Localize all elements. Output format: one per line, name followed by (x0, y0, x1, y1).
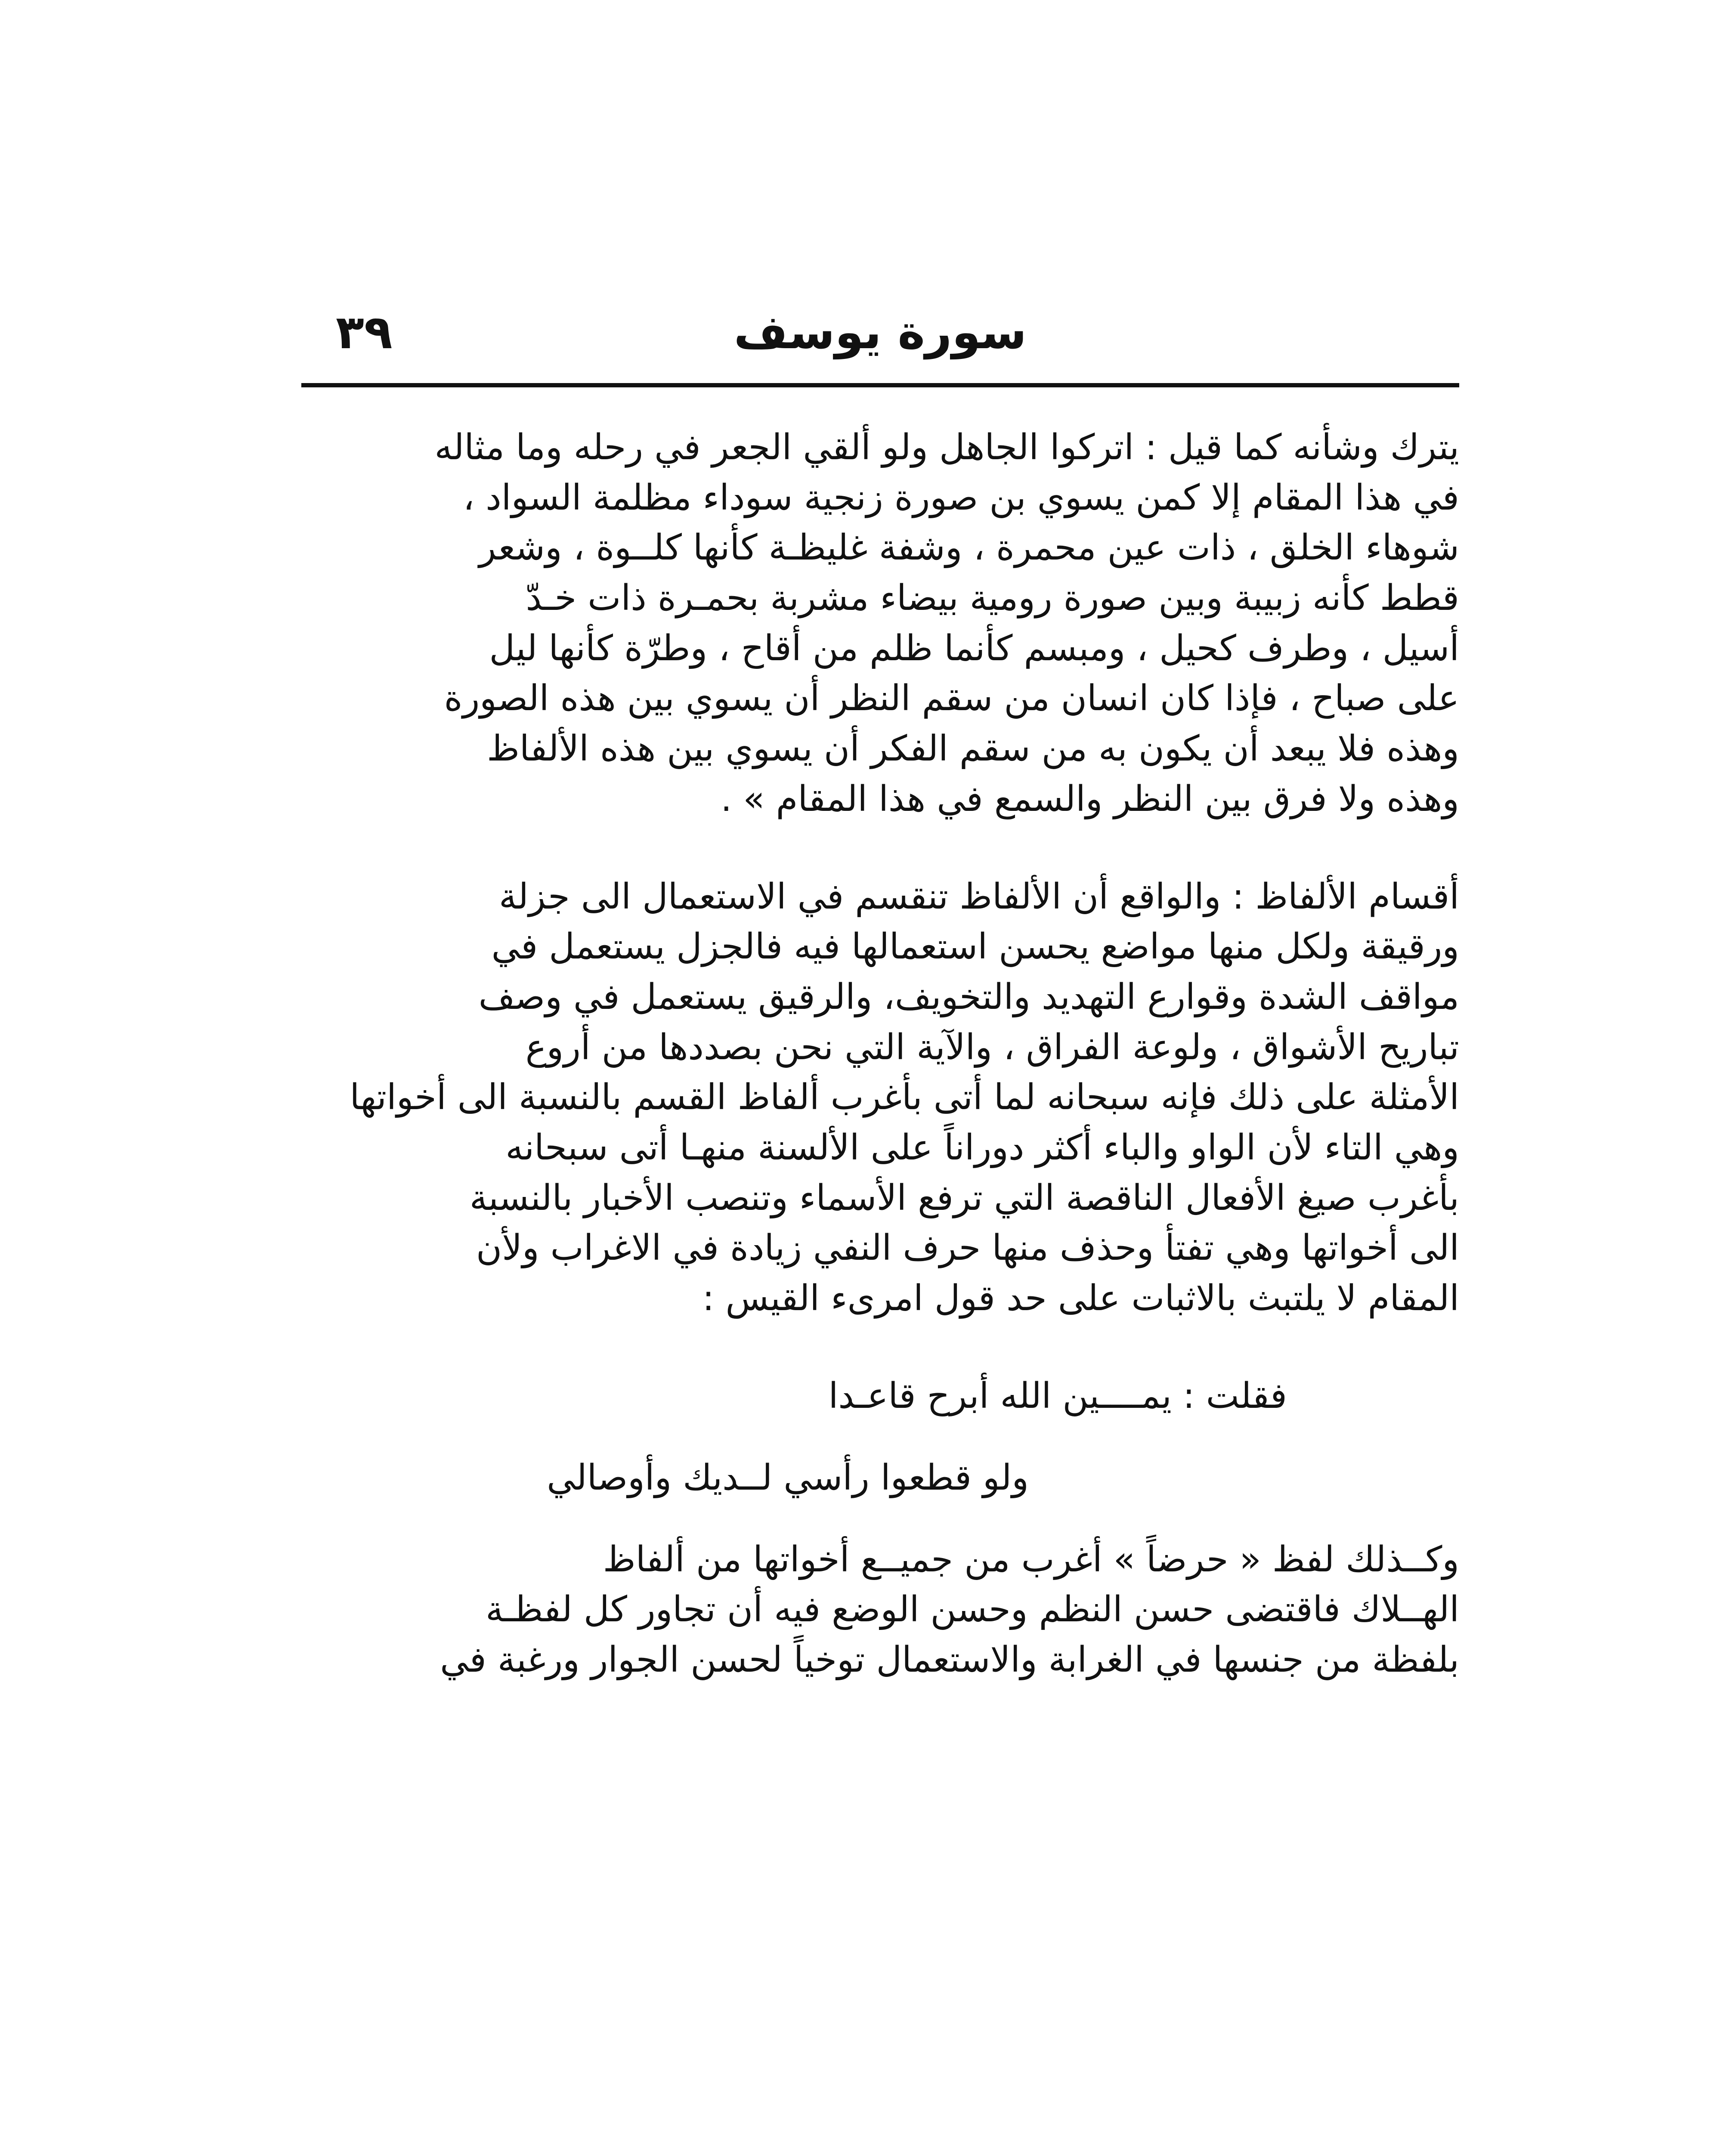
header-rule (301, 383, 1459, 387)
page-number: ٣٩ (336, 306, 393, 359)
text-line: يترك وشأنه كما قيل : اتركوا الجاهل ولو ألقي الجعر في رحله وما مثاله (434, 427, 1459, 468)
text-line: وهذه فلا يبعد أن يكون به من سقم الفكر أن يسوي بين هذه الألفاظ (487, 728, 1459, 770)
text-line: الهــلاك فاقتضى حسن النظم وحسن الوضع فيه أن تجاور كل لفظـة (486, 1589, 1459, 1630)
text-line: المقام لا يلتبث بالاثبات على حد قول امرىء القيس : (702, 1278, 1459, 1319)
text-line: وهي التاء لأن الواو والباء أكثر دوراناً على الألسنة منهـا أتى سبحانه (505, 1127, 1459, 1168)
text-line: بلفظة من جنسها في الغرابة والاستعمال توخياً لحسن الجوار ورغبة في (440, 1639, 1459, 1681)
text-line: ورقيقة ولكل منها مواضع يحسن استعمالها فيه فالجزل يستعمل في (491, 926, 1459, 968)
paragraph-gap (301, 828, 1459, 875)
running-title: سورة يوسف (733, 306, 1027, 359)
poetry-verse (301, 1375, 1459, 1500)
paragraph-1 (301, 426, 1459, 821)
text-line: الأمثلة على ذلك فإنه سبحانه لما أتى بأغرب ألفاظ القسم بالنسبة الى أخواتها (350, 1077, 1459, 1118)
text-line: قطط كأنه زبيبة وبين صورة رومية بيضاء مشربة بحمـرة ذات خـدّ (526, 578, 1459, 619)
text-line: وكــذلك لفظ « حرضاً » أغرب من جميــع أخواتها من ألفاظ (603, 1539, 1459, 1580)
text-line: بأغرب صيغ الأفعال الناقصة التي ترفع الأسماء وتنصب الأخبار بالنسبة (469, 1177, 1459, 1218)
text-line: أقسام الألفاظ : والواقع أن الألفاظ تنقسم في الاستعمال الى جزلة (498, 876, 1459, 917)
body-text (301, 426, 1459, 1689)
verse-hemistich-first: فقلت : يمــــين الله أبرح قاعـدا (828, 1375, 1287, 1416)
paragraph-3 (301, 1538, 1459, 1682)
text-line: مواقف الشدة وقوارع التهديد والتخويف، والرقيق يستعمل في وصف (478, 976, 1459, 1017)
text-line: على صباح ، فإذا كان انسان من سقم النظر أن يسوي بين هذه الصورة (444, 678, 1459, 719)
text-line: شوهاء الخلق ، ذات عين محمرة ، وشفة غليظـة كأنها كلــوة ، وشعر (479, 527, 1459, 569)
text-line: في هذا المقام إلا كمن يسوي بن صورة زنجية سوداء مظلمة السواد ، (463, 477, 1459, 518)
text-line: وهذه ولا فرق بين النظر والسمع في هذا المقام » . (721, 778, 1459, 819)
page-header (301, 301, 1459, 387)
verse-hemistich-second: ولو قطعوا رأسي لــديك وأوصالي (547, 1457, 1029, 1498)
text-line: تباريح الأشواق ، ولوعة الفراق ، والآية التي نحن بصددها من أروع (525, 1027, 1459, 1068)
paragraph-gap (301, 1327, 1459, 1375)
text-line: أسيل ، وطرف كحيل ، ومبسم كأنما ظلم من أقاح ، وطرّة كأنها ليل (489, 628, 1459, 669)
paragraph-2 (301, 875, 1459, 1320)
text-line: الى أخواتها وهي تفتأ وحذف منها حرف النفي زيادة في الاغراب ولأن (476, 1228, 1459, 1269)
